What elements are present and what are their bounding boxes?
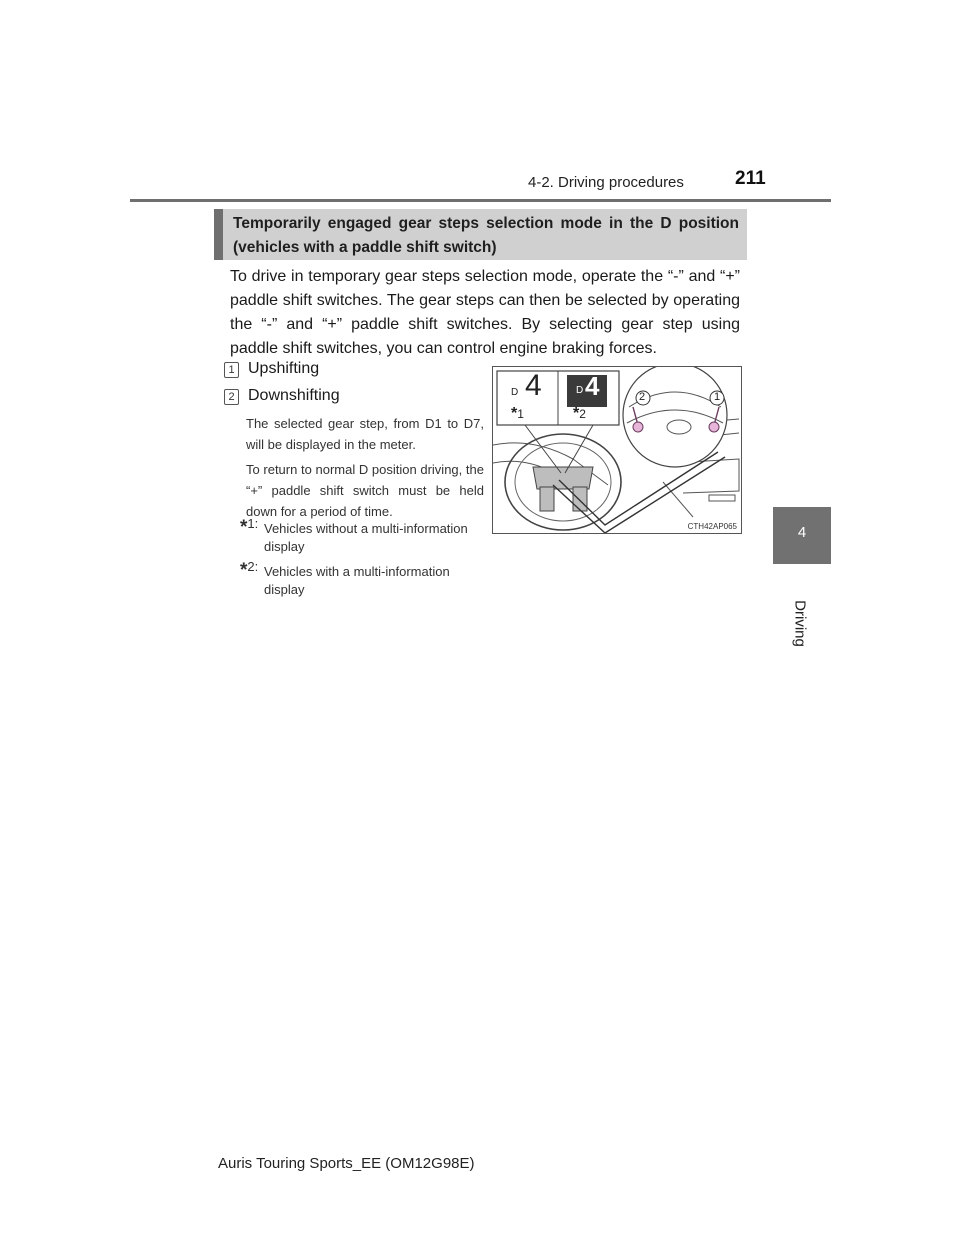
body-paragraph: To drive in temporary gear steps selection mode, operate the “-” and “+” paddle shift switches. The gear steps can then be selected by operating the “-” and “+” paddle shift switches. By selecting gear step using paddle shift switches, you can control engine braking forces. — [230, 268, 740, 357]
item-downshifting: Downshifting — [248, 387, 340, 404]
header-rule — [130, 199, 831, 202]
section-title: 4-2. Driving procedures — [528, 174, 684, 191]
callout-downshift-number: 2 — [639, 391, 646, 403]
callout-upshift-number: 1 — [714, 391, 721, 403]
footnote-1-text: Vehicles without a multi-information display — [264, 521, 468, 554]
chapter-number: 4 — [797, 524, 807, 541]
footnote-marker: *2: — [240, 559, 259, 581]
paddle-shift-illustration — [492, 366, 742, 534]
display-left-gear: 4 — [525, 369, 542, 402]
chapter-label: Driving — [791, 600, 809, 647]
footnote-2-text: Vehicles with a multi-information display — [264, 564, 450, 597]
item-number-badge: 1 — [224, 362, 239, 378]
display-right-letter: D — [576, 385, 584, 396]
note-gear-display: The selected gear step, from D1 to D7, will be displayed in the meter. — [246, 416, 484, 452]
page-number: 211 — [735, 168, 766, 189]
section-heading-box — [214, 209, 747, 260]
display-right-gear: 4 — [585, 371, 600, 401]
inset-marker-1: *1 — [511, 405, 524, 422]
footnote-marker: *1: — [240, 516, 259, 538]
item-upshifting: Upshifting — [248, 360, 320, 377]
display-left-letter: D — [511, 387, 519, 398]
inset-marker-2: *2 — [573, 405, 586, 422]
illustration-code: CTH42AP065 — [687, 522, 737, 531]
item-number-badge: 2 — [224, 389, 239, 405]
note-return-d: To return to normal D position driving, the “+” paddle shift switch must be held down for a period of time. — [246, 462, 484, 519]
section-heading: Temporarily engaged gear steps selection mode in the D position (vehicles with a paddle shift switch) — [233, 215, 739, 256]
footer-model: Auris Touring Sports_EE (OM12G98E) — [218, 1155, 475, 1172]
